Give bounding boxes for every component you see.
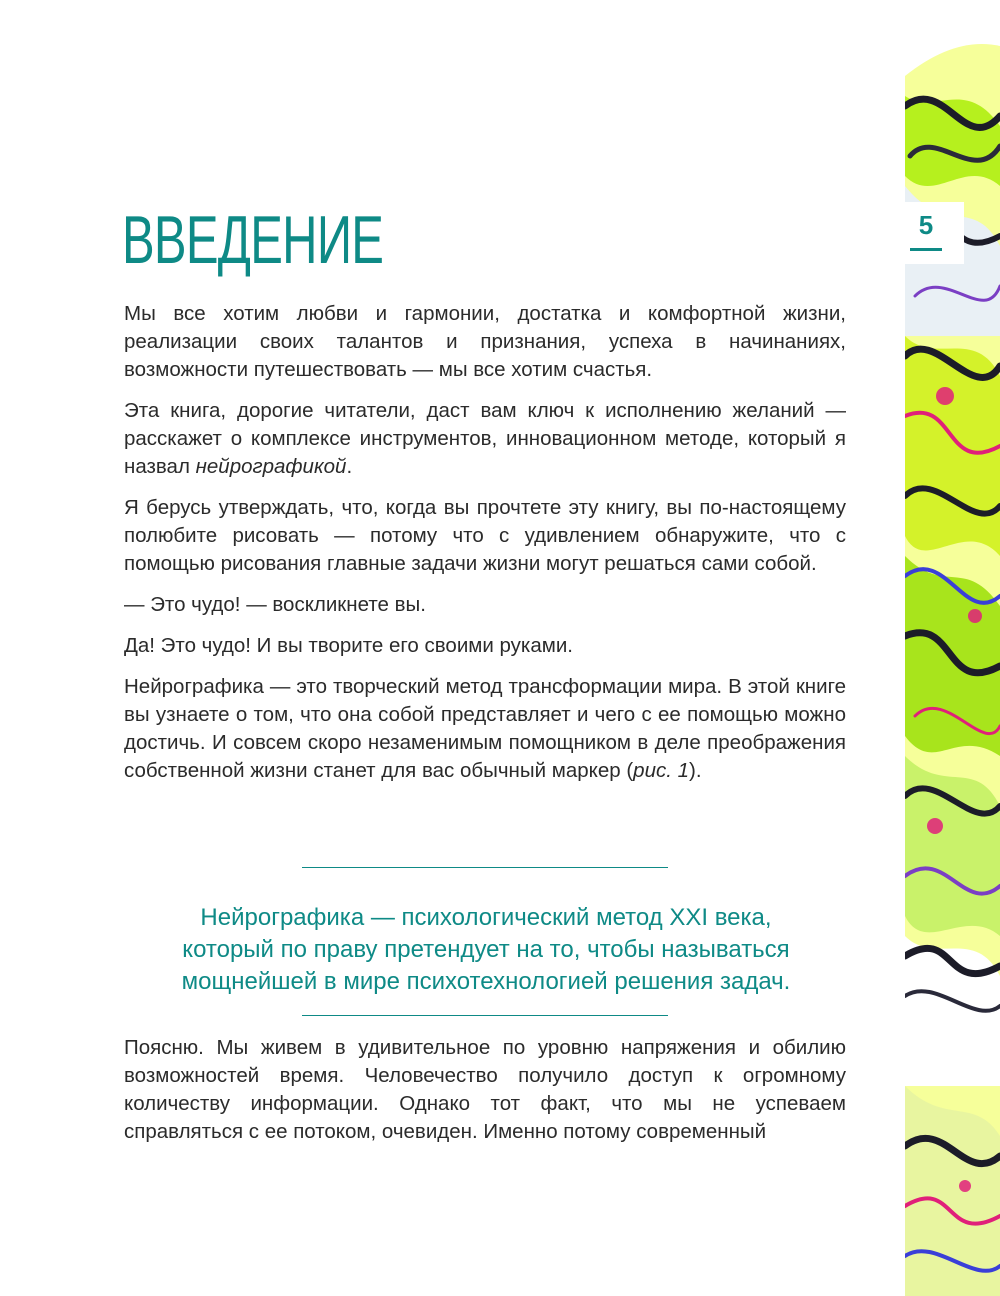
- text-run: Нейрографика — это творческий метод трансформации мира. В этой книге вы узнаете о том, что она собой представляет и чего с ее помощью можно достичь. И совсем скоро незаменимым помощником в деле преображения собственной жизни станет для вас обычный маркер (: [124, 675, 846, 782]
- paragraph: [124, 673, 846, 785]
- page-number-tab: [898, 202, 964, 264]
- quote-rule-bottom: [302, 1015, 668, 1016]
- main-text: [124, 300, 846, 798]
- paragraph: Да! Это чудо! И вы творите его своими руками.: [124, 634, 573, 657]
- emphasis-term: нейрографикой: [195, 455, 347, 478]
- main-text-continued: [124, 1034, 846, 1159]
- figure-reference: рис. 1: [633, 759, 690, 782]
- paragraph: Я берусь утверждать, что, когда вы прочтете эту книгу, вы по-настоящему полюбите рисовать — потому что с удивлением обнаружите, что с помощью рисования главные задачи жизни могут решаться сами собой.: [124, 496, 846, 575]
- text-run: .: [346, 455, 353, 478]
- text-run: Эта книга, дорогие читатели, даст вам ключ к исполнению желаний — расскажет о комплексе инструментов, инновационном методе, который я назвал: [124, 399, 846, 478]
- chapter-heading: ВВЕДЕНИЕ: [122, 202, 384, 278]
- pull-quote: Нейрографика — психологический метод XXI века, который по праву претендует на то, чтобы называться мощнейшей в мире психотехнологией решения задач.: [181, 904, 791, 995]
- quote-rule-top: [302, 867, 668, 868]
- paragraph: Мы все хотим любви и гармонии, достатка и комфортной жизни, реализации своих талантов и признания, успеха в начинаниях, возможности путешествовать — мы все хотим счастья.: [124, 302, 846, 381]
- paragraph: — Это чудо! — воскликнете вы.: [124, 593, 426, 616]
- paragraph: Поясню. Мы живем в удивительное по уровню напряжения и обилию возможностей время. Человечество получило доступ к огромному количеству информации. Однако тот факт, что мы не успеваем справляться с ее потоком, очевиден. Именно потому современный: [124, 1036, 846, 1143]
- paragraph: [124, 397, 846, 481]
- text-run: ).: [689, 759, 702, 782]
- page-number-underline: [910, 248, 942, 251]
- page-number: 5: [918, 210, 934, 240]
